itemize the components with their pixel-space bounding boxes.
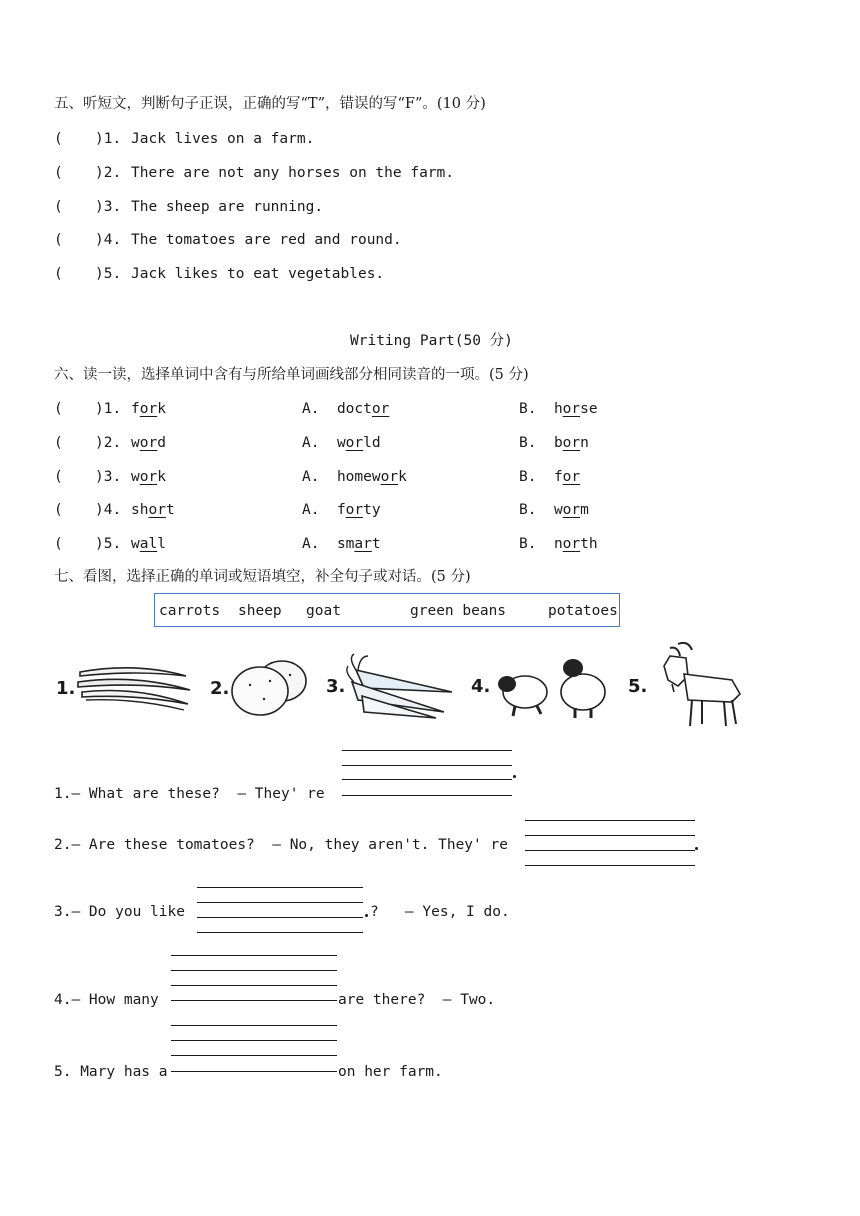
item-number: )1. (95, 131, 122, 147)
picture-number: 4. (471, 676, 491, 697)
given-word: fork (131, 401, 166, 417)
given-word: wall (131, 536, 166, 552)
answer-paren[interactable]: ( (54, 469, 63, 485)
picture-number: 3. (326, 676, 346, 697)
word-bank-box (154, 593, 620, 627)
option-a[interactable]: A. homework (302, 469, 407, 485)
picture-5 (628, 640, 748, 732)
question-text-after: ? — Yes, I do. (370, 904, 510, 920)
item-number: )1. (95, 401, 122, 417)
given-word: word (131, 435, 166, 451)
carrots-icon (344, 652, 454, 722)
item-sentence: There are not any horses on the farm. (131, 165, 455, 181)
section7-title: 七、看图，选择正确的单词或短语填空，补全句子或对话。(5 分) (54, 569, 471, 585)
option-b[interactable]: B. worm (519, 502, 589, 518)
item-number: )5. (95, 266, 122, 282)
question-text-after: are there? — Two. (338, 992, 496, 1008)
item-sentence: Jack lives on a farm. (131, 131, 315, 147)
answer-paren[interactable]: ( (54, 435, 63, 451)
goat-icon (648, 640, 748, 732)
item-number: )4. (95, 232, 122, 248)
answer-paren[interactable]: ( (54, 131, 63, 147)
answer-paren[interactable]: ( (54, 199, 63, 215)
question-text: 5. Mary has a (54, 1064, 168, 1080)
item-number: )2. (95, 165, 122, 181)
option-a[interactable]: A. forty (302, 502, 381, 518)
question-text-after: on her farm. (338, 1064, 443, 1080)
option-a[interactable]: A. doctor (302, 401, 390, 417)
answer-paren[interactable]: ( (54, 165, 63, 181)
potatoes-icon (230, 655, 310, 720)
question-text: 2.— Are these tomatoes? — No, they aren't. They' re (54, 837, 508, 853)
answer-paren[interactable]: ( (54, 266, 63, 282)
word-bank-item: sheep (238, 603, 282, 619)
picture-3 (326, 652, 456, 722)
writing-part-heading: Writing Part(50 分) (350, 333, 513, 349)
question-text: 1.— What are these? — They' re (54, 786, 325, 802)
word-bank-item: goat (306, 603, 341, 619)
picture-number: 2. (210, 678, 230, 699)
sheep-icon (491, 650, 619, 722)
picture-1 (56, 660, 196, 715)
answer-paren[interactable]: ( (54, 536, 63, 552)
green-beans-icon (76, 660, 194, 715)
answer-paren[interactable]: ( (54, 232, 63, 248)
item-number: )5. (95, 536, 122, 552)
question-text: 3.— Do you like (54, 904, 185, 920)
option-a[interactable]: A. world (302, 435, 381, 451)
option-b[interactable]: B. north (519, 536, 598, 552)
picture-number: 1. (56, 678, 76, 699)
option-b[interactable]: B. for (519, 469, 581, 485)
answer-paren[interactable]: ( (54, 502, 63, 518)
item-sentence: Jack likes to eat vegetables. (131, 266, 385, 282)
question-text: 4.— How many (54, 992, 159, 1008)
section5-title: 五、听短文，判断句子正误，正确的写“T”，错误的写“F”。(10 分) (54, 96, 486, 112)
word-bank-item: green beans (410, 603, 507, 619)
given-word: work (131, 469, 166, 485)
given-word: short (131, 502, 175, 518)
item-sentence: The sheep are running. (131, 199, 324, 215)
picture-2 (210, 655, 310, 720)
item-number: )3. (95, 199, 122, 215)
item-sentence: The tomatoes are red and round. (131, 232, 402, 248)
item-number: )2. (95, 435, 122, 451)
answer-paren[interactable]: ( (54, 401, 63, 417)
item-number: )4. (95, 502, 122, 518)
option-a[interactable]: A. smart (302, 536, 381, 552)
picture-number: 5. (628, 676, 648, 697)
section6-title: 六、读一读，选择单词中含有与所给单词画线部分相同读音的一项。(5 分) (54, 367, 529, 383)
option-b[interactable]: B. horse (519, 401, 598, 417)
word-bank-item: potatoes (548, 603, 618, 619)
word-bank-item: carrots (159, 603, 221, 619)
option-b[interactable]: B. born (519, 435, 589, 451)
item-number: )3. (95, 469, 122, 485)
picture-4 (471, 650, 621, 722)
